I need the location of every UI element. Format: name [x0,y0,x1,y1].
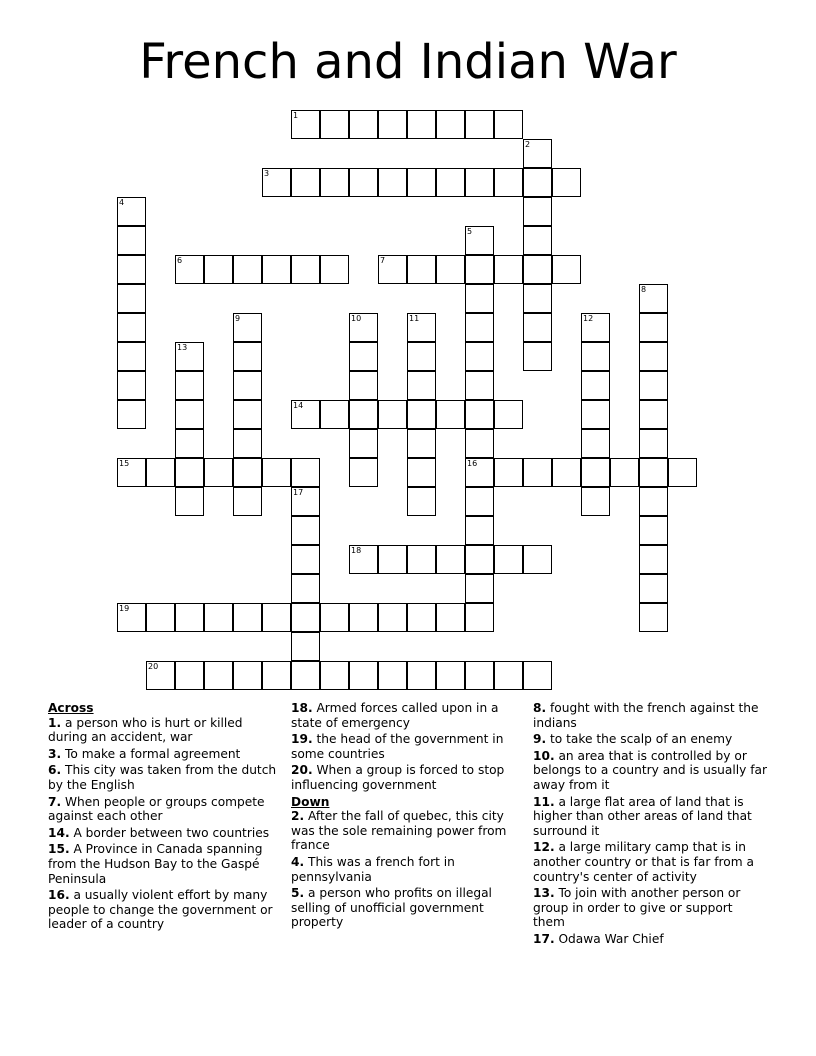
crossword-cell[interactable] [523,255,552,284]
crossword-cell[interactable] [407,110,436,139]
clue-number: 9 [235,314,241,323]
across-heading: Across [48,701,94,715]
clue-item-text: to take the scalp of an enemy [546,732,733,747]
crossword-cell[interactable] [465,545,494,574]
crossword-cell[interactable] [494,661,523,690]
crossword-cell[interactable] [465,487,494,516]
crossword-cell[interactable] [465,458,494,487]
across-clue-list [48,716,280,932]
clue-item-number: 4. [291,854,305,869]
crossword-cell[interactable] [378,110,407,139]
crossword-cell[interactable] [436,110,465,139]
clue-item-text: After the fall of quebec, this city was the sole remaining power from france [291,809,507,853]
crossword-cell[interactable] [291,487,320,516]
crossword-cell[interactable] [639,400,668,429]
crossword-cell[interactable] [349,342,378,371]
clue-item [291,701,523,730]
crossword-cell[interactable] [523,139,552,168]
crossword-cell[interactable] [233,603,262,632]
clue-item-text: a person who profits on illegal selling of unofficial government property [291,886,492,930]
crossword-cell[interactable] [349,400,378,429]
crossword-cell[interactable] [291,603,320,632]
clue-number: 20 [148,662,159,671]
clue-number: 13 [177,343,188,352]
crossword-cell[interactable] [465,168,494,197]
clue-item [533,749,768,793]
crossword-cell[interactable] [581,371,610,400]
clue-item-text: A border between two countries [69,825,270,840]
clue-item [48,888,280,932]
crossword-cell[interactable] [117,400,146,429]
clue-item [48,747,280,762]
crossword-cell[interactable] [639,429,668,458]
crossword-cell[interactable] [668,458,697,487]
crossword-cell[interactable] [494,168,523,197]
clue-item-text: fought with the french against the indians [533,701,759,730]
clue-item [533,840,768,884]
clue-number: 7 [380,256,386,265]
clue-item [291,886,523,930]
clue-item-text: a large flat area of land that is higher than other areas of land that surround it [533,794,752,838]
clue-item-text: the head of the government in some countries [291,732,504,761]
crossword-cell[interactable] [465,603,494,632]
clue-item-text: a person who is hurt or killed during an accident, war [48,715,243,745]
crossword-cell[interactable] [436,255,465,284]
crossword-cell[interactable] [204,458,233,487]
clue-item [533,932,768,947]
crossword-cell[interactable] [204,603,233,632]
crossword-cell[interactable] [291,255,320,284]
across-clue-list-continued [291,701,523,793]
clue-item-number: 2. [291,809,305,824]
crossword-cell[interactable] [146,661,175,690]
crossword-cell[interactable] [262,168,291,197]
crossword-cell[interactable] [349,661,378,690]
crossword-cell[interactable] [465,342,494,371]
crossword-cell[interactable] [523,284,552,313]
crossword-cell[interactable] [552,168,581,197]
crossword-cell[interactable] [465,661,494,690]
crossword-cell[interactable] [233,313,262,342]
clue-number: 14 [293,401,304,410]
crossword-cell[interactable] [233,371,262,400]
crossword-cell[interactable] [407,545,436,574]
crossword-cell[interactable] [436,661,465,690]
crossword-cell[interactable] [436,603,465,632]
clue-item-number: 17. [533,931,555,946]
clue-item-number: 11. [533,794,555,809]
clue-number: 11 [409,314,420,323]
crossword-cell[interactable] [523,342,552,371]
crossword-cell[interactable] [465,110,494,139]
crossword-cell[interactable] [581,313,610,342]
crossword-cell[interactable] [407,429,436,458]
crossword-cell[interactable] [639,458,668,487]
clue-number: 4 [119,198,125,207]
crossword-cell[interactable] [117,255,146,284]
crossword-cell[interactable] [262,603,291,632]
crossword-cell[interactable] [465,516,494,545]
crossword-cell[interactable] [175,487,204,516]
crossword-cell[interactable] [175,342,204,371]
clue-item [48,763,280,792]
crossword-cell[interactable] [349,168,378,197]
clue-item-text: To make a formal agreement [61,746,241,761]
crossword-cell[interactable] [552,458,581,487]
crossword-cell[interactable] [494,458,523,487]
crossword-cell[interactable] [523,168,552,197]
crossword-cell[interactable] [523,458,552,487]
clue-number: 5 [467,227,473,236]
crossword-cell[interactable] [407,371,436,400]
clue-item-number: 6. [48,763,62,778]
clue-item-number: 12. [533,840,555,855]
crossword-cell[interactable] [233,487,262,516]
crossword-cell[interactable] [378,545,407,574]
clue-item-number: 16. [48,888,70,903]
crossword-cell[interactable] [175,661,204,690]
crossword-cell[interactable] [378,661,407,690]
crossword-cell[interactable] [175,400,204,429]
crossword-cell[interactable] [291,545,320,574]
crossword-cell[interactable] [581,458,610,487]
crossword-cell[interactable] [233,458,262,487]
crossword-cell[interactable] [291,110,320,139]
crossword-cell[interactable] [465,284,494,313]
crossword-cell[interactable] [494,255,523,284]
crossword-cell[interactable] [639,487,668,516]
crossword-cell[interactable] [610,458,639,487]
crossword-cell[interactable] [291,168,320,197]
crossword-cell[interactable] [117,458,146,487]
crossword-cell[interactable] [407,487,436,516]
crossword-cell[interactable] [523,197,552,226]
crossword-cell[interactable] [378,400,407,429]
clue-item-number: 15. [48,842,70,857]
clue-item-text: Odawa War Chief [554,931,664,946]
clues-column-2 [291,701,523,932]
crossword-cell[interactable] [494,110,523,139]
clues-column-3 [533,701,768,949]
crossword-cell[interactable] [117,342,146,371]
crossword-cell[interactable] [523,545,552,574]
clue-item-text: a usually violent effort by many people to change the government or leader of a country [48,888,273,932]
crossword-cell[interactable] [349,458,378,487]
crossword-cell[interactable] [465,371,494,400]
page-title: French and Indian War [139,34,677,90]
clue-item [291,763,523,792]
crossword-cell[interactable] [639,603,668,632]
clue-item-number: 10. [533,748,555,763]
crossword-cell[interactable] [233,661,262,690]
crossword-cell[interactable] [523,313,552,342]
clue-number: 16 [467,459,478,468]
crossword-cell[interactable] [349,313,378,342]
crossword-cell[interactable] [117,226,146,255]
crossword-cell[interactable] [262,458,291,487]
crossword-cell[interactable] [291,458,320,487]
clue-number: 15 [119,459,130,468]
clue-item [533,732,768,747]
clue-item-number: 8. [533,701,547,715]
crossword-cell[interactable] [320,255,349,284]
clue-item [533,886,768,930]
crossword-cell[interactable] [117,603,146,632]
crossword-cell[interactable] [639,313,668,342]
crossword-cell[interactable] [465,400,494,429]
clue-item-number: 18. [291,701,313,715]
down-clue-list [291,809,523,930]
crossword-cell[interactable] [117,313,146,342]
crossword-cell[interactable] [291,632,320,661]
crossword-cell[interactable] [407,168,436,197]
crossword-cell[interactable] [233,255,262,284]
down-heading: Down [291,794,330,809]
crossword-cell[interactable] [320,661,349,690]
crossword-cell[interactable] [204,255,233,284]
crossword-cell[interactable] [146,603,175,632]
crossword-cell[interactable] [320,603,349,632]
clue-item [291,732,523,761]
crossword-cell[interactable] [291,661,320,690]
crossword-cell[interactable] [581,400,610,429]
clue-item-number: 14. [48,825,70,840]
crossword-cell[interactable] [407,342,436,371]
crossword-cell[interactable] [378,255,407,284]
crossword-cell[interactable] [523,226,552,255]
crossword-cell[interactable] [349,371,378,400]
crossword-cell[interactable] [552,255,581,284]
clue-item-text: When a group is forced to stop influencing government [291,763,505,792]
clue-number: 17 [293,488,304,497]
crossword-cell[interactable] [407,255,436,284]
clue-number: 18 [351,546,362,555]
clue-item-number: 9. [533,732,547,747]
clue-number: 6 [177,256,183,265]
crossword-cell[interactable] [175,371,204,400]
crossword-cell[interactable] [291,516,320,545]
crossword-cell[interactable] [378,168,407,197]
clue-item [48,716,280,745]
crossword-cell[interactable] [204,661,233,690]
crossword-cell[interactable] [175,255,204,284]
clue-item [291,855,523,884]
crossword-cell[interactable] [465,255,494,284]
crossword-cell[interactable] [581,342,610,371]
clue-item-text: This city was taken from the dutch by the English [48,763,277,792]
clue-number: 3 [264,169,270,178]
clue-item [291,809,523,853]
crossword-cell[interactable] [291,400,320,429]
clue-number: 12 [583,314,594,323]
clue-number: 19 [119,604,130,613]
crossword-cell[interactable] [349,110,378,139]
crossword-cell[interactable] [378,603,407,632]
crossword-cell[interactable] [349,603,378,632]
crossword-cell[interactable] [349,429,378,458]
down-clue-list-continued [533,701,768,947]
clue-item [533,701,768,730]
clue-item-number: 5. [291,886,305,901]
crossword-cell[interactable] [494,400,523,429]
crossword-cell[interactable] [436,400,465,429]
crossword-cell[interactable] [639,284,668,313]
crossword-cell[interactable] [175,458,204,487]
clue-item [48,842,280,886]
crossword-cell[interactable] [349,545,378,574]
crossword-cell[interactable] [581,429,610,458]
crossword-cell[interactable] [320,400,349,429]
crossword-cell[interactable] [465,574,494,603]
clue-item-text: a large military camp that is in another country or that is far from a country's center of activity [533,840,754,884]
clue-item-number: 7. [48,794,62,809]
clue-item [533,795,768,839]
crossword-cell[interactable] [262,661,291,690]
crossword-cell[interactable] [639,516,668,545]
clue-item-text: an area that is controlled by or belongs to a country and is usually far away from it [533,748,768,792]
crossword-cell[interactable] [465,429,494,458]
clue-item-number: 20. [291,763,313,778]
crossword-cell[interactable] [407,400,436,429]
crossword-cell[interactable] [233,342,262,371]
crossword-cell[interactable] [407,661,436,690]
crossword-cell[interactable] [233,400,262,429]
crossword-cell[interactable] [639,342,668,371]
crossword-cell[interactable] [581,487,610,516]
crossword-cell[interactable] [639,545,668,574]
clue-number: 8 [641,285,647,294]
crossword-cell[interactable] [175,429,204,458]
clue-item-number: 13. [533,886,555,901]
crossword-cell[interactable] [523,661,552,690]
crossword-cell[interactable] [117,197,146,226]
clue-item [48,826,280,841]
crossword-cell[interactable] [233,429,262,458]
clue-item-text: To join with another person or group in order to give or support them [533,886,741,930]
crossword-cell[interactable] [407,458,436,487]
crossword-cell[interactable] [407,603,436,632]
crossword-cell[interactable] [320,110,349,139]
crossword-cell[interactable] [291,574,320,603]
clue-item-text: A Province in Canada spanning from the Hudson Bay to the Gaspé Peninsula [48,842,263,886]
clue-number: 10 [351,314,362,323]
crossword-cell[interactable] [262,255,291,284]
crossword-cell[interactable] [639,574,668,603]
crossword-cell[interactable] [494,545,523,574]
crossword-cell[interactable] [436,168,465,197]
clues-column-1 [48,701,280,934]
clue-item-number: 19. [291,732,313,747]
clue-item-number: 1. [48,715,62,730]
crossword-cell[interactable] [117,371,146,400]
clue-item [48,795,280,824]
crossword-cell[interactable] [465,226,494,255]
clue-item-number: 3. [48,746,62,761]
clue-number: 1 [293,111,299,120]
clue-item-text: Armed forces called upon in a state of emergency [291,701,499,730]
crossword-cell[interactable] [146,458,175,487]
crossword-cell[interactable] [436,545,465,574]
crossword-cell[interactable] [407,313,436,342]
clue-item-text: This was a french fort in pennsylvania [291,854,455,884]
crossword-cell[interactable] [639,371,668,400]
crossword-cell[interactable] [320,168,349,197]
clue-item-text: When people or groups compete against each other [48,794,265,824]
crossword-cell[interactable] [175,603,204,632]
crossword-cell[interactable] [465,313,494,342]
crossword-cell[interactable] [117,284,146,313]
clue-number: 2 [525,140,531,149]
